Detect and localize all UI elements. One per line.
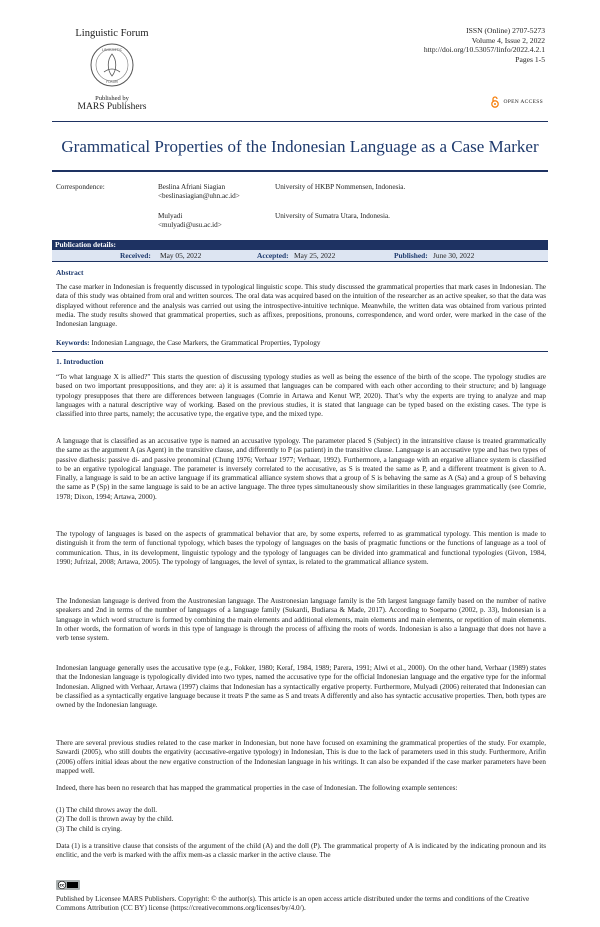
- journal-brand: [52, 28, 172, 112]
- keywords-text: Indonesian Language, the Case Markers, the Grammatical Properties, Typology: [91, 339, 321, 347]
- svg-text:FORUM: FORUM: [106, 80, 118, 84]
- paragraph: There are several previous studies related to the case marker in Indonesian, but none have focused on examining the grammatical properties of the study. For example, Sawardi (2005), who still doubts the ergativity (accusative-ergative typology) in Indonesian, This is due to the lack of parameters used in this study. Furthermore, Arifin (2006) offers initial ideas about the new ergative construction of the Indonesian language in his writings. It can also be expanded if the case marker parameters have been mapped well.: [56, 739, 546, 775]
- accepted-label: Accepted:: [257, 251, 289, 260]
- open-access-lock-icon: [490, 96, 500, 108]
- license-footer: Published by Licensee MARS Publishers. Copyright: © the author(s). This article is an open access article distributed under the terms and conditions of the Creative Commons Attribution (CC BY) license (https://creativecommons.org/licenses/by/4.0/).: [56, 895, 530, 913]
- paragraph: Indonesian language generally uses the accusative type (e.g., Fokker, 1980; Keraf, 1984, 1989; Parera, 1991; Alwi et al., 2000). On the other hand, Verhaar (1989) states that the Indonesian language is typologically divided into two types, named the accusative type for the official Indonesian language and the ergative type for the informal Indonesian. Aligned with Verhaar, Artawa (1997) claims that Indonesian has a syntactically ergative property. Furthermore, Mulyadi (2006) reiterated that Indonesian can be classified as a syntactically ergative language because it treats P the same as S and treats A differently and also has syntactic accusative properties. Then, both types are owned by the Indonesian language.: [56, 664, 546, 710]
- creative-commons-icon: [56, 880, 80, 890]
- author-affiliation: University of HKBP Nommensen, Indonesia.: [275, 183, 406, 191]
- publication-dates: [52, 250, 548, 261]
- introduction-heading: 1. Introduction: [56, 357, 104, 366]
- abstract-text: The case marker in Indonesian is frequently discussed in typological linguistic scope. This study discussed the grammatical properties that mark cases in Indonesian. The data of this study was obtained from oral and written sources. The oral data was acquired based on the intuition of the researcher as an active speaker, so that the data was displayed without reference and the analysis was carried out using the introspective-intuitive technique. Meanwhile, the written data was obtained from various printed media. The study results showed that grammatical properties, such as affixes, prepositions, pronouns, correspondence, and word order, were marked in the case of the Indonesian language.: [56, 283, 546, 329]
- author-affiliation: University of Sumatra Utara, Indonesia.: [275, 212, 390, 220]
- journal-name: Linguistic Forum: [75, 28, 149, 39]
- article-title: Grammatical Properties of the Indonesian Language as a Case Marker: [61, 137, 539, 156]
- example-sentence: (1) The child throws away the doll.: [56, 806, 158, 814]
- correspondence-label: Correspondence:: [56, 183, 105, 191]
- example-list: [56, 806, 546, 834]
- title-divider: [52, 170, 548, 172]
- publication-details-bar: Publication details:: [52, 240, 548, 250]
- publisher-name: MARS Publishers: [77, 102, 147, 112]
- published-label: Published:: [394, 251, 428, 260]
- paragraph: Indeed, there has been no research that has mapped the grammatical properties in the case of Indonesian. The following example sentences:: [56, 784, 458, 792]
- paragraph: The typology of languages is based on the aspects of grammatical behavior that are, by some experts, referred to as grammatical typology. This mention is made to distinguish it from the term of functional typology, which bases the typology of languages on the basis of pragmatic functions or the functions of language as a tool of communication. Thus, in its development, linguistic typology and the typology of languages can be divided into grammatical and functional typologies (Givon, 1984, 1990; Jufrizal, 2008; Artawa, 2005). The typology of languages, the level of syntax, is related to the grammatical alliance system.: [56, 530, 546, 566]
- header-divider: [52, 121, 548, 122]
- abstract-heading: Abstract: [56, 268, 84, 277]
- volume-issue: Volume 4, Issue 2, 2022: [471, 35, 545, 45]
- author-name: Beslina Afriani Siagian: [158, 183, 226, 191]
- journal-metadata: [424, 26, 545, 64]
- example-sentence: (3) The child is crying.: [56, 824, 122, 833]
- open-access-badge: [490, 96, 543, 108]
- keywords-label: Keywords:: [56, 339, 90, 347]
- abstract-divider: [52, 351, 548, 352]
- issn: ISSN (Online) 2707-5273: [466, 26, 545, 35]
- open-access-label: OPEN ACCESS: [503, 99, 543, 105]
- published-by-label: Published by: [95, 95, 129, 102]
- paragraph: Data (1) is a transitive clause that consists of the argument of the child (A) and the doll (P). The grammatical property of A is indicated by the indicating pronoun and its enclitic, and the verb is marked with the affix mem-as a classic marker in the active clause. The: [56, 842, 546, 860]
- published-date: June 30, 2022: [433, 251, 475, 260]
- received-date: May 05, 2022: [160, 251, 202, 260]
- svg-text:LINGUISTIC: LINGUISTIC: [101, 48, 123, 52]
- paragraph: A language that is classified as an accusative type is named an accusative typology. The parameter placed S (Subject) in the intransitive clause is treated grammatically the same as the argument A (as Agent) in the transitive clause, and differently to P (as patient) in the transitive clause. Language is an accusative type and has two types of passive diathesis: passive di- and passive pronominal (Chung 1976; Verhaar 1977; Verhaar, 1992). Furthermore, a language with an ergative alliance system is classified to be an ergative typological language. The parameter is inversely correlated to the accusative, as S is treated the same as P, and a different treatment is given to A. Finally, a language is said to be an active language if its grammatical alliance system shows that a group of S is behaving the same as A (Sa) and a group of S behaving the same as P (Sp) in the same language is said to be an active language. The three types simultaneously show similarities in these languages grammatically (see Comrie, 1978; Dixon, 1994; Artawa, 2000).: [56, 437, 546, 501]
- accepted-date: May 25, 2022: [294, 251, 336, 260]
- doi-link[interactable]: http://doi.org/10.53057/linfo/2022.4.2.1: [423, 45, 545, 55]
- author-email[interactable]: <beslinasiagian@uhn.ac.id>: [158, 192, 240, 200]
- paragraph: The Indonesian language is derived from the Austronesian language. The Austronesian language family is the 5th largest language family based on the number of native speakers and 2nd in terms of the number of languages of a language family (Sukardi, Budiarsa & Made, 2017). According to Soeparno (2002, p. 33), Indonesian is a language in which word structure is formed by combining the main elements and additional elements, main elements and main elements, or repetition of main elements. In other words, the formation of words in this type of language is through the process of affixing the roots of words. Indonesian is also a language that does not have a verb tense system.: [56, 597, 546, 643]
- journal-seal-logo: [89, 42, 135, 88]
- paragraph: “To what language X is allied?” This starts the question of discussing typology studies as well as being the essence of the birth of the scope. The typology studies are based on two important presuppositions, and they are: a) it is assumed that languages can be compared with each other according to their structure; and b) language typology presupposes that there are differences between languages (Comrie in Artawa and Kenut WP, 2020). That’s why the experts are trying to analyze and map languages with a natural descriptive way of working. Based on the previous studies, it is stated that language can be typed based on the existing cases. The type is classified into three parts, namely; the accusative type, the ergative type, and the mixed type.: [56, 373, 546, 419]
- author-email[interactable]: <mulyadi@usu.ac.id>: [158, 221, 222, 229]
- author-name: Mulyadi: [158, 212, 183, 220]
- svg-text:cc: cc: [59, 882, 65, 888]
- page-range: Pages 1-5: [515, 54, 545, 64]
- example-sentence: (2) The doll is thrown away by the child.: [56, 815, 174, 824]
- received-label: Received:: [120, 251, 151, 260]
- details-divider: [52, 261, 548, 262]
- keywords: [56, 339, 546, 348]
